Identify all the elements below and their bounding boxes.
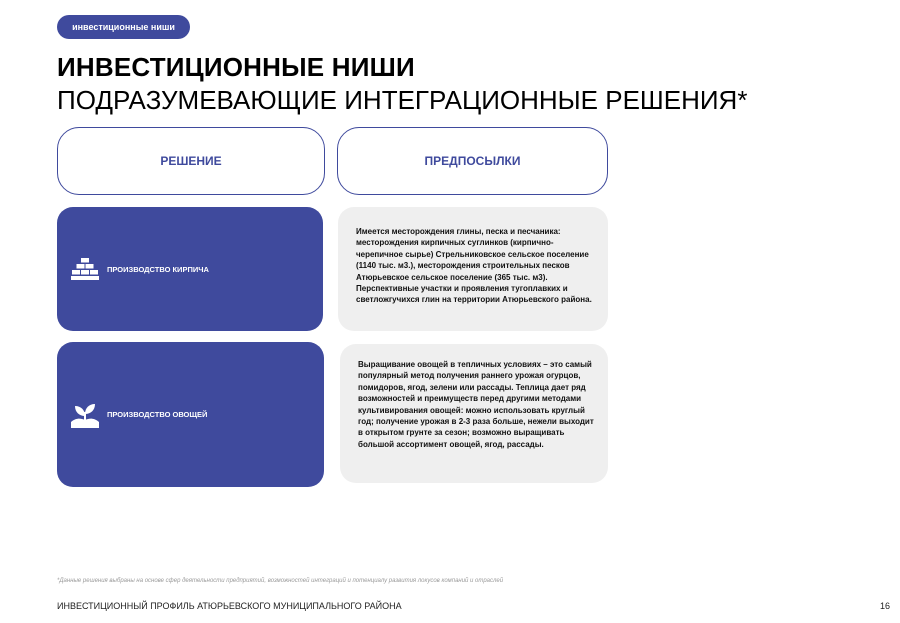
solution-label: ПРОИЗВОДСТВО КИРПИЧА xyxy=(107,264,209,274)
solution-card-bricks xyxy=(57,207,323,331)
footer-title: ИНВЕСТИЦИОННЫЙ ПРОФИЛЬ АТЮРЬЕВСКОГО МУНИЦИПАЛЬНОГО РАЙОНА xyxy=(57,601,402,611)
page-subtitle: ПОДРАЗУМЕВАЮЩИЕ ИНТЕГРАЦИОННЫЕ РЕШЕНИЯ* xyxy=(57,85,748,115)
prerequisite-text: Выращивание овощей в тепличных условиях – это самый популярный метод получения раннего урожая огурцов, помидоров, ягод, зелени или рассады. Теплица дает ряд возможностей и преимуществ перед другими методами культивирования овощей: можно использовать круглый год; получение урожая в 2-3 раза больше, нежели выходит в открытом грунте за сезон; возможно выращивать большой ассортимент овощей, ягод, рассады. xyxy=(358,360,594,449)
prerequisites-column-header: ПРЕДПОСЫЛКИ xyxy=(337,127,608,195)
section-tag: инвестиционные ниши xyxy=(57,15,190,39)
sprout-icon xyxy=(70,400,100,430)
footnote: *Данные решения выбраны на основе сфер деятельности предприятий, возможностей интеграций и потенциалу развития локусов компаний и отраслей xyxy=(57,578,504,584)
solution-card-vegetables xyxy=(57,342,324,487)
prerequisite-text: Имеется месторождения глины, песка и песчаника: месторождения кирпичных суглинков (кирпично-черепичное сырье) Стрельниковское сельское поселение (1140 тыс. м3.), месторождения строительных песков Атюрьевское сельское поселение (365 тыс. м3). Перспективные участки и проявления тугоплавких и светложгучихся глин на территории Атюрьевского района. xyxy=(356,227,592,305)
page-title: ИНВЕСТИЦИОННЫЕ НИШИ xyxy=(57,52,415,82)
prerequisite-card-vegetables xyxy=(340,344,608,483)
page-number: 16 xyxy=(879,601,890,611)
solution-label: ПРОИЗВОДСТВО ОВОЩЕЙ xyxy=(107,410,208,419)
bricks-icon xyxy=(70,254,100,284)
solution-column-header: РЕШЕНИЕ xyxy=(57,127,325,195)
prerequisite-card-bricks xyxy=(338,207,608,331)
